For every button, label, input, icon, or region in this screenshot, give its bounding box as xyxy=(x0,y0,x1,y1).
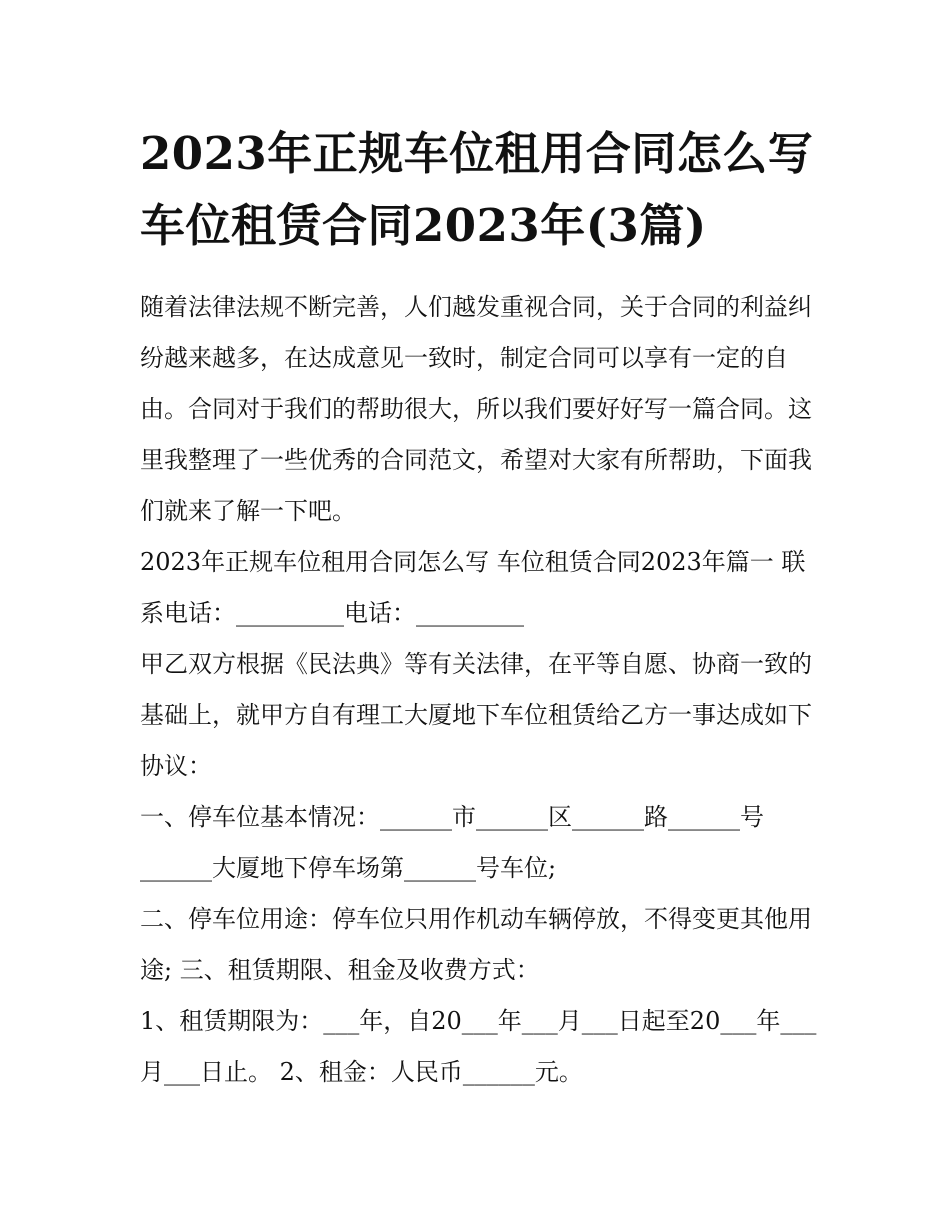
document-body xyxy=(140,282,820,1098)
intro-paragraph: 随着法律法规不断完善，人们越发重视合同，关于合同的利益纠纷越来越多，在达成意见一致时，制定合同可以享有一定的自由。合同对于我们的帮助很大，所以我们要好好写一篇合同。这里我整理了一些优秀的合同范文，希望对大家有所帮助，下面我们就来了解一下吧。 xyxy=(140,293,812,525)
clause-parking-info: 一、停车位基本情况：______市______区______路______号______大厦地下停车场第______号车位; xyxy=(140,803,764,882)
document-page xyxy=(140,118,820,1098)
clause-parking-use: 二、停车位用途：停车位只用作机动车辆停放，不得变更其他用途; 三、租赁期限、租金及收费方式： xyxy=(140,905,812,984)
contract-heading-paragraph: 2023年正规车位租用合同怎么写 车位租赁合同2023年篇一 联系电话：_________电话：_________ xyxy=(140,548,806,627)
agreement-preamble-paragraph: 甲乙双方根据《民法典》等有关法律，在平等自愿、协商一致的基础上，就甲方自有理工大厦地下车位租赁给乙方一事达成如下协议： xyxy=(140,650,812,780)
clause-lease-term-rent: 1、租赁期限为：___年，自20___年___月___日起至20___年___月___日止。 2、租金：人民币______元。 xyxy=(140,1007,817,1086)
document-title: 2023年正规车位租用合同怎么写 车位租赁合同2023年(3篇) xyxy=(140,127,814,252)
